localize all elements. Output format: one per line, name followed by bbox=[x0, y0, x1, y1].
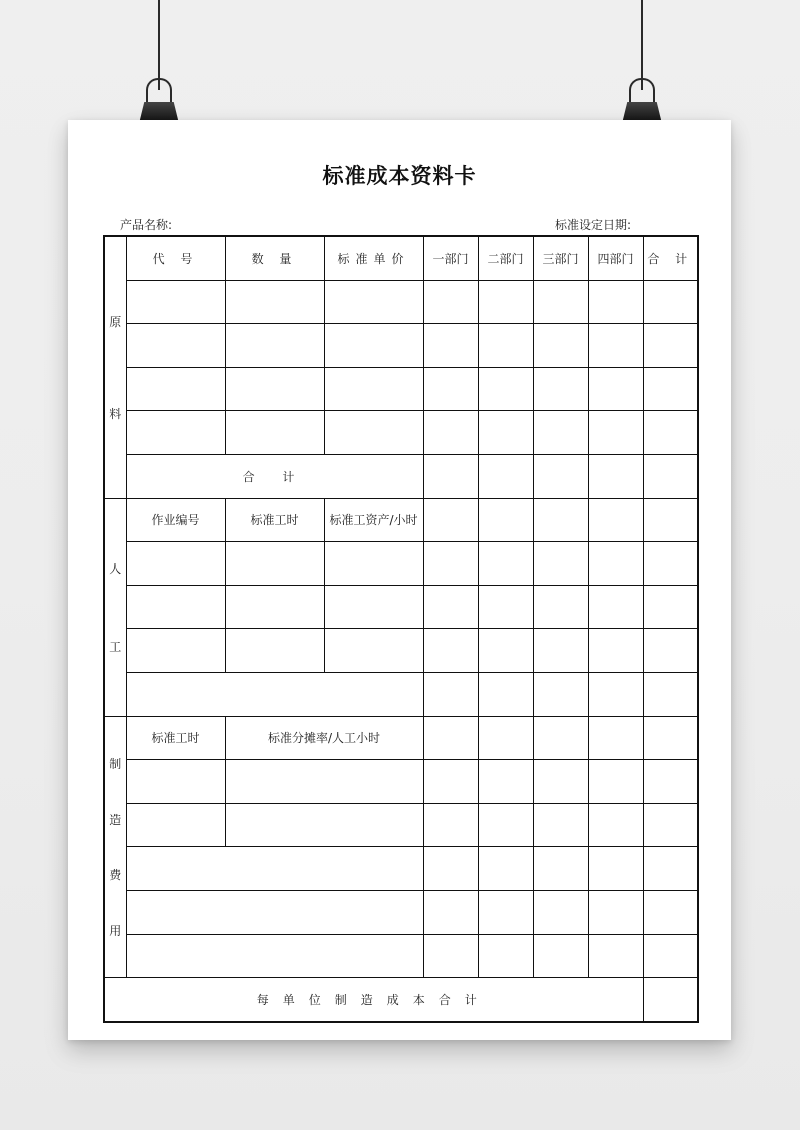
unit-price-header: 标准单价 bbox=[324, 236, 423, 280]
table-row bbox=[104, 629, 698, 673]
overhead-side-label bbox=[104, 716, 126, 978]
table-row bbox=[104, 367, 698, 411]
dept3-header: 三部门 bbox=[533, 236, 588, 280]
hanging-wire-right bbox=[641, 0, 643, 90]
standard-hours-header: 标准工时 bbox=[225, 498, 324, 542]
product-name-label: 产品名称: bbox=[120, 218, 173, 232]
dept1-header: 一部门 bbox=[423, 236, 478, 280]
overhead-standard-hours-header: 标准工时 bbox=[126, 716, 225, 760]
side-char: 工 bbox=[109, 639, 122, 654]
job-number-header: 作业编号 bbox=[126, 498, 225, 542]
code-header: 代 号 bbox=[126, 236, 225, 280]
dept4-header: 四部门 bbox=[588, 236, 643, 280]
unit-cost-total-value[interactable] bbox=[643, 978, 698, 1022]
side-char: 料 bbox=[109, 407, 122, 422]
table-row bbox=[104, 324, 698, 368]
allocation-rate-header: 标准分摊率/人工小时 bbox=[225, 716, 423, 760]
table-row bbox=[104, 585, 698, 629]
unit-cost-total-label: 每单位制造成本合计 bbox=[104, 978, 643, 1022]
materials-subtotal-row bbox=[104, 454, 698, 498]
side-char: 费 bbox=[109, 868, 122, 883]
total-header: 合 计 bbox=[643, 236, 698, 280]
table-row bbox=[104, 890, 698, 934]
side-char: 原 bbox=[109, 314, 122, 329]
materials-subtotal-label: 合 计 bbox=[126, 454, 423, 498]
side-char: 制 bbox=[109, 757, 122, 772]
labor-subtotal-row bbox=[104, 672, 698, 716]
table-row bbox=[104, 847, 698, 891]
standard-cost-table bbox=[103, 235, 699, 1023]
table-row bbox=[104, 542, 698, 586]
paper-sheet bbox=[68, 120, 731, 1040]
wage-rate-header: 标准工资产/小时 bbox=[324, 498, 423, 542]
materials-header-row bbox=[104, 236, 698, 280]
side-char: 人 bbox=[109, 561, 122, 576]
table-row bbox=[104, 803, 698, 847]
labor-side-label bbox=[104, 498, 126, 716]
dept2-header: 二部门 bbox=[478, 236, 533, 280]
overhead-header-row bbox=[104, 716, 698, 760]
quantity-header: 数 量 bbox=[225, 236, 324, 280]
standard-date-label: 标准设定日期: bbox=[554, 218, 631, 232]
table-row bbox=[104, 760, 698, 804]
side-char: 用 bbox=[109, 923, 122, 938]
materials-side-label bbox=[104, 236, 126, 498]
page-title: 标准成本资料卡 bbox=[322, 164, 477, 188]
table-row bbox=[104, 280, 698, 324]
labor-header-row bbox=[104, 498, 698, 542]
hanging-wire-left bbox=[158, 0, 160, 90]
unit-cost-total-row bbox=[104, 978, 698, 1022]
side-char: 造 bbox=[109, 812, 122, 827]
table-row bbox=[104, 934, 698, 978]
table-row bbox=[104, 411, 698, 455]
